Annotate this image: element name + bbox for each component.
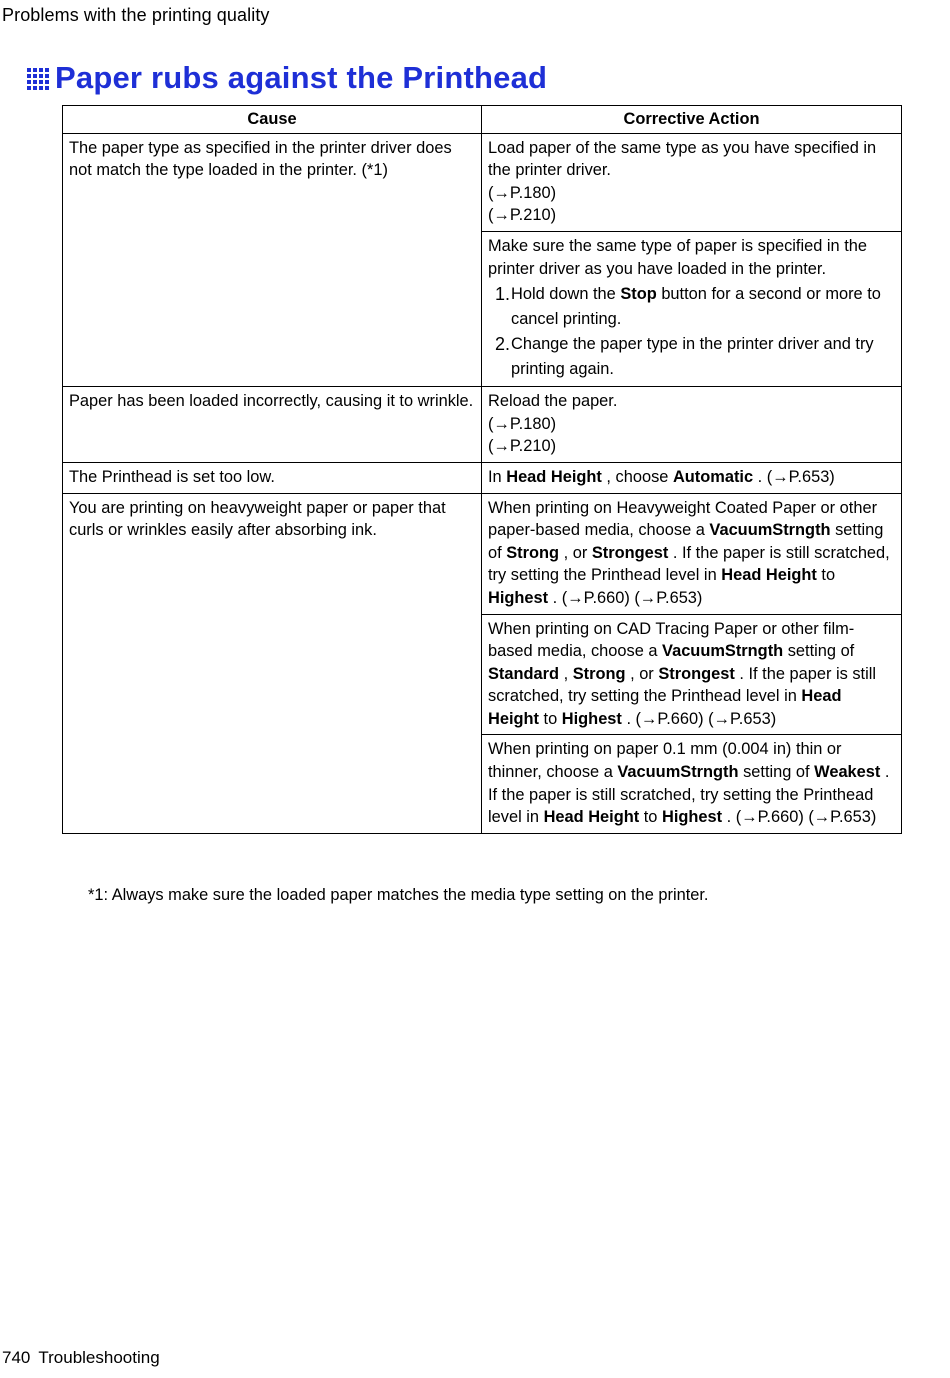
list-item <box>488 332 895 382</box>
cause-text: You are printing on heavyweight paper or paper that curls or wrinkles easily after absorbing ink. <box>69 498 446 540</box>
action-cell <box>482 231 902 386</box>
page-reference: (→P.210) <box>488 206 557 225</box>
cause-cell <box>63 462 482 493</box>
action-cell <box>482 133 902 231</box>
cause-column-header: Cause <box>63 106 482 134</box>
list-item <box>488 282 895 332</box>
action-cell <box>482 614 902 735</box>
table-row <box>63 493 902 614</box>
page-reference: (→P.180) <box>488 183 557 202</box>
table-row <box>63 133 902 231</box>
step-text: Hold down the Stop button for a second or more to cancel printing. <box>511 285 881 329</box>
cause-cell <box>63 133 482 387</box>
action-text: In Head Height , choose Automatic . (→P.653) <box>488 467 835 486</box>
action-cell <box>482 462 902 493</box>
running-header: Problems with the printing quality <box>2 5 270 25</box>
footer-section: Troubleshooting <box>38 1348 160 1367</box>
action-text: When printing on paper 0.1 mm (0.004 in) thin or thinner, choose a VacuumStrngth setting of Weakest . If the paper is still scratched, try setting the Printhead level in Head Height to Highest . (→P.660) (→P.653) <box>488 740 890 827</box>
page-reference: (→P.180) <box>488 414 557 433</box>
action-column-header: Corrective Action <box>482 106 902 134</box>
cause-text: Paper has been loaded incorrectly, causing it to wrinkle. <box>69 392 474 411</box>
cause-cell <box>63 387 482 463</box>
action-cell <box>482 735 902 833</box>
page-footer <box>2 1348 160 1368</box>
footnote: *1: Always make sure the loaded paper matches the media type setting on the printer. <box>88 886 709 904</box>
table-row <box>63 462 902 493</box>
action-text: Load paper of the same type as you have specified in the printer driver. <box>488 138 877 180</box>
troubleshooting-table <box>62 105 902 834</box>
action-text: Make sure the same type of paper is specified in the printer driver as you have loaded in the printer. <box>488 236 868 278</box>
cause-text: The paper type as specified in the printer driver does not match the type loaded in the printer. (*1) <box>69 138 452 180</box>
table-row <box>63 387 902 463</box>
page-reference: (→P.210) <box>488 437 557 456</box>
page-title: Paper rubs against the Printhead <box>55 60 548 95</box>
action-text: When printing on CAD Tracing Paper or other film-based media, choose a VacuumStrngth setting of Standard , Strong , or Strongest . If the paper is still scratched, try setting the Printhead level in Head Height to Highest . (→P.660) (→P.653) <box>488 619 877 728</box>
action-cell <box>482 387 902 463</box>
table-header-row <box>63 106 902 134</box>
action-cell <box>482 493 902 614</box>
step-number: 2. <box>494 334 510 355</box>
action-text: When printing on Heavyweight Coated Paper or other paper-based media, choose a VacuumStrngth setting of Strong , or Strongest . If the paper is still scratched, try setting the Printhead level in Head Height to Highest . (→P.660) (→P.653) <box>488 498 890 607</box>
cause-text: The Printhead is set too low. <box>69 467 275 486</box>
step-number: 1. <box>494 284 510 305</box>
cause-cell <box>63 493 482 833</box>
step-list <box>488 282 895 382</box>
step-text: Change the paper type in the printer driver and try printing again. <box>511 335 874 379</box>
grid-squares-icon <box>27 68 49 90</box>
page-number: 740 <box>2 1348 31 1367</box>
action-text: Reload the paper. <box>488 392 618 411</box>
section-heading <box>27 60 547 96</box>
